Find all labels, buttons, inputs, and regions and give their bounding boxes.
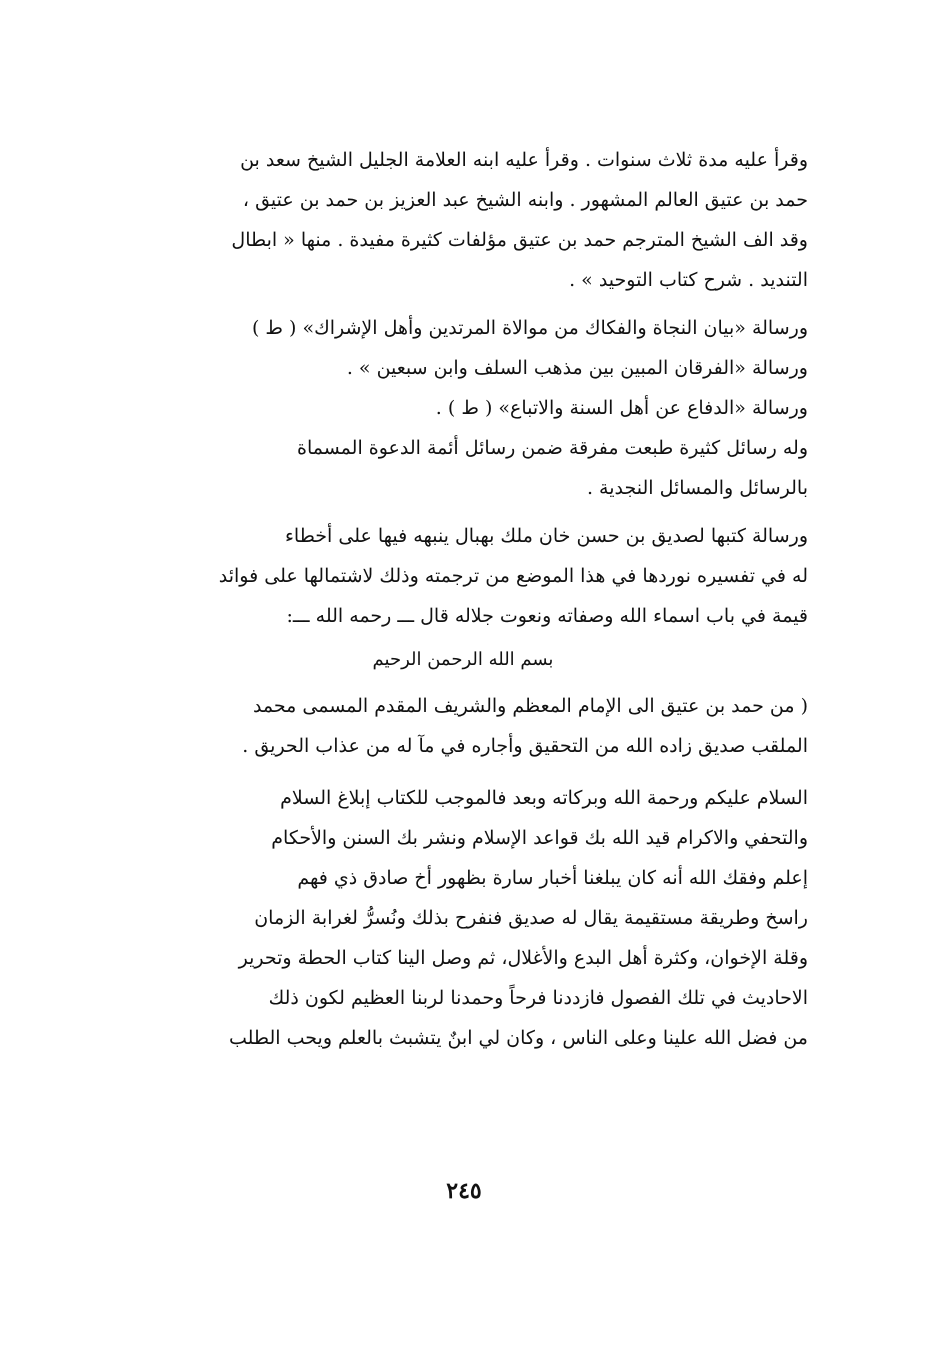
text-line: السلام عليكم ورحمة الله وبركاته وبعد فالموجب للكتاب إبلاغ السلام <box>280 787 808 809</box>
text-line: وقد الف الشيخ المترجم حمد بن عتيق مؤلفات كثيرة مفيدة . منها « ابطال <box>231 229 808 251</box>
text-line: من فضل الله علينا وعلى الناس ، وكان لي ابنٌ يتشبث بالعلم ويحب الطلب <box>228 1027 808 1049</box>
text-line: ورسالة كتبها لصديق بن حسن خان ملك بهبال ينبهه فيها على أخطاء <box>284 525 808 547</box>
paragraph-letter-address <box>118 686 808 766</box>
text-line: ورسالة «بيان النجاة والفكاك من موالاة المرتدين وأهل الإشراك» ( ط ) <box>251 317 808 339</box>
text-line: وله رسائل كثيرة طبعت مفرقة ضمن رسائل أئمة الدعوة المسماة <box>297 437 808 459</box>
paragraph-biography <box>118 140 808 300</box>
text-line: ورسالة «الدفاع عن أهل السنة والاتباع» ( ط ) . <box>435 397 808 419</box>
paragraph-letter-body <box>118 778 808 1058</box>
text-line: والتحفي والاكرام قيد الله بك قواعد الإسلام ونشر بك السنن والأحكام <box>271 827 808 849</box>
paragraph-works-list <box>118 308 808 428</box>
page-number: ٢٤٥ <box>446 1178 482 1204</box>
paragraph-letter-intro <box>118 516 808 636</box>
paragraph-letters <box>118 428 808 508</box>
text-line: ورسالة «الفرقان المبين بين مذهب السلف وابن سبعين » . <box>346 357 808 379</box>
text-line: الملقب صديق زاده الله من التحقيق وأجاره في مآ له من عذاب الحريق . <box>242 735 808 757</box>
text-line: قيمة في باب اسماء الله وصفاته ونعوت جلاله قال ـــ رحمه الله ـــ: <box>286 605 808 627</box>
text-line: التنديد . شرح كتاب التوحيد » . <box>569 269 808 291</box>
basmala-heading: بسم الله الرحمن الرحيم <box>372 649 554 670</box>
text-line: وقرأ عليه مدة ثلاث سنوات . وقرأ عليه ابنه العلامة الجليل الشيخ سعد بن <box>240 149 808 171</box>
main-text <box>118 140 808 1058</box>
text-line: بالرسائل والمسائل النجدية . <box>586 477 808 499</box>
text-line: وقلة الإخوان، وكثرة أهل البدع والأغلال، ثم وصل الينا كتاب الحطة وتحرير <box>238 947 808 969</box>
text-line: ( من حمد بن عتيق الى الإمام المعظم والشريف المقدم المسمى محمد <box>252 695 808 717</box>
text-line: الاحاديث في تلك الفصول فازددنا فرحاً وحمدنا لربنا العظيم لكون ذلك <box>268 987 808 1009</box>
text-line: حمد بن عتيق العالم المشهور . وابنه الشيخ عبد العزيز بن حمد بن عتيق ، <box>242 189 808 211</box>
text-line: راسخ وطريقة مستقيمة يقال له صديق فنفرح بذلك ونُسرُّ لغرابة الزمان <box>254 907 808 929</box>
text-line: له في تفسيره نوردها في هذا الموضع من ترجمته وذلك لاشتمالها على فوائد <box>218 565 808 587</box>
text-line: إعلم وفقك الله أنه كان يبلغنا أخبار سارة بظهور أخ صادق ذي فهم <box>297 867 808 889</box>
